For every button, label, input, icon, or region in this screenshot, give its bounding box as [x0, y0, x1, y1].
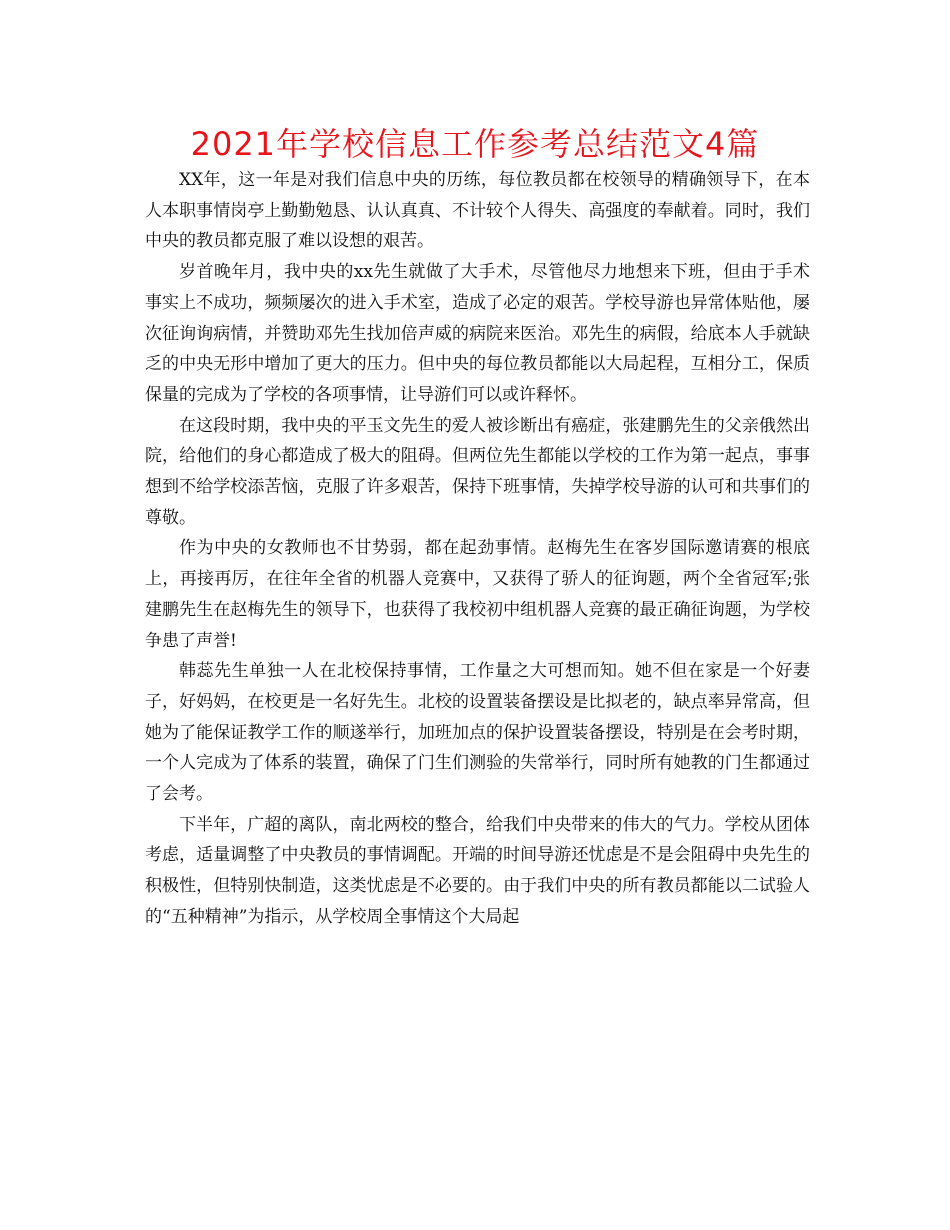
document-title: 2021年学校信息工作参考总结范文4篇 — [190, 125, 760, 163]
document-body — [145, 165, 810, 933]
paragraph-4: 作为中央的女教师也不甘势弱，都在起劲事情。赵梅先生在客岁国际邀请赛的根底上，再接再厉，在往年全省的机器人竞赛中，又获得了骄人的征询题，两个全省冠军;张建鹏先生在赵梅先生的领导下，也获得了我校初中组机器人竞赛的最正确征询题，为学校争患了声誉! — [145, 538, 810, 651]
paragraph-1: XX年，这一年是对我们信息中央的历练，每位教员都在校领导的精确领导下，在本人本职事情岗亭上勤勤勉恳、认认真真、不计较个人得失、高强度的奉献着。同时，我们中央的教员都克服了难以设想的艰苦。 — [145, 170, 810, 252]
paragraph-2: 岁首晚年月，我中央的xx先生就做了大手术，尽管他尽力地想来下班，但由于手术事实上不成功，频频屡次的进入手术室，造成了必定的艰苦。学校导游也异常体贴他，屡次征询询病情，并赞助邓先生找加倍声威的病院来医治。邓先生的病假，给底本人手就缺乏的中央无形中增加了更大的压力。但中央的每位教员都能以大局起程，互相分工，保质保量的完成为了学校的各项事情，让导游们可以或许释怀。 — [145, 262, 810, 405]
paragraph-5: 韩蕊先生单独一人在北校保持事情，工作量之大可想而知。她不但在家是一个好妻子，好妈妈，在校更是一名好先生。北校的设置装备摆设是比拟老的，缺点率异常高，但她为了能保证教学工作的顺遂举行，加班加点的保护设置装备摆设，特别是在会考时期，一个人完成为了体系的装置，确保了门生们测验的失常举行，同时所有她教的门生都通过了会考。 — [145, 661, 810, 805]
paragraph-6: 下半年，广超的离队，南北两校的整合，给我们中央带来的伟大的气力。学校从团体考虑，适量调整了中央教员的事情调配。开端的时间导游还忧虑是不是会阻碍中央先生的积极性，但特别快制造，这类忧虑是不必要的。由于我们中央的所有教员都能以二试验人的“五种精神”为指示，从学校周全事情这个大局起 — [145, 814, 810, 927]
paragraph-3: 在这段时期，我中央的平玉文先生的爱人被诊断出有癌症，张建鹏先生的父亲俄然出院，给他们的身心都造成了极大的阻碍。但两位先生都能以学校的工作为第一起点，事事想到不给学校添苦恼，克服了许多艰苦，保持下班事情，失掉学校导游的认可和共事们的尊敬。 — [145, 415, 810, 528]
